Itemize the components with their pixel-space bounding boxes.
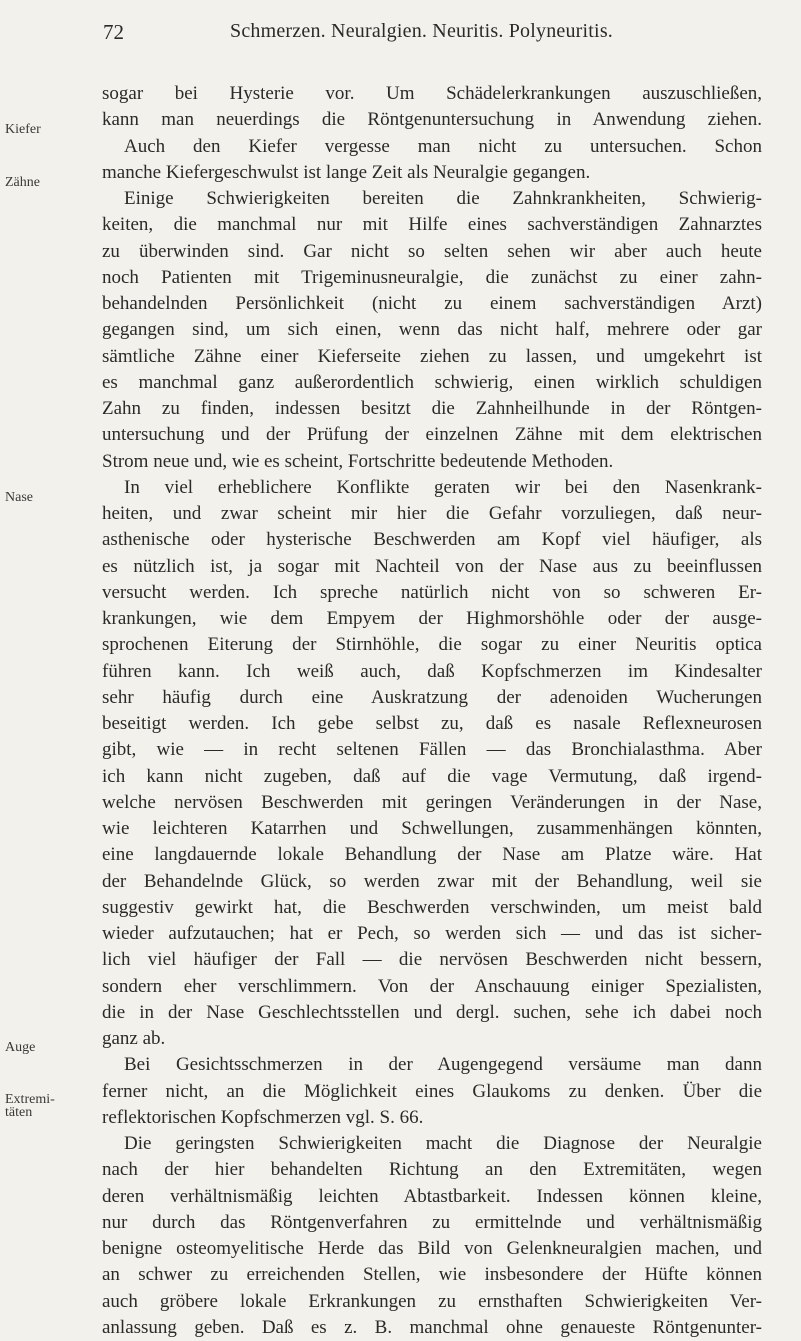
text-line: manche Kiefergeschwulst ist lange Zeit als Neuralgie gegangen.: [102, 161, 591, 183]
text-line: Zahn zu finden, indessen besitzt die Zahnheilhunde in der Röntgen-: [102, 398, 762, 419]
text-line: untersuchung und der Prüfung der einzelnen Zähne mit dem elektrischen: [102, 424, 762, 446]
text-line: Strom neue und, wie es scheint, Fortschritte bedeutende Methoden.: [102, 450, 614, 472]
margin-note-auge: Auge: [5, 1040, 36, 1055]
text-line: gibt, wie — in recht seltenen Fällen — das Bronchialasthma. Aber: [102, 739, 762, 761]
text-line: In viel erheblichere Konflikte geraten wir bei den Nasenkrank-: [124, 476, 762, 498]
text-line: noch Patienten mit Trigeminusneuralgie, die zunächst zu einer zahn-: [102, 266, 762, 288]
text-line: sämtliche Zähne einer Kieferseite ziehen zu lassen, und umgekehrt ist: [102, 345, 762, 367]
text-line: beseitigt werden. Ich gebe selbst zu, daß es nasale Reflexneurosen: [102, 713, 762, 734]
text-line: keiten, die manchmal nur mit Hilfe eines sachverständigen Zahnarztes: [102, 214, 762, 236]
margin-note-extremitaeten-2: täten: [5, 1105, 33, 1120]
text-line: deren verhältnismäßig leichten Abtastbarkeit. Indessen können kleine,: [102, 1185, 762, 1207]
text-line: sondern eher verschlimmern. Von der Anschauung einiger Spezialisten,: [102, 975, 762, 997]
text-line: asthenische oder hysterische Beschwerden am Kopf viel häufiger, als: [102, 529, 762, 551]
text-line: nur durch das Röntgenverfahren zu ermittelnde und verhältnismäßig: [102, 1211, 762, 1233]
text-line: wieder aufzutauchen; hat er Pech, so werden sich — und das ist sicher-: [102, 923, 762, 944]
text-line: zu überwinden sind. Gar nicht so selten sehen wir aber auch heute: [102, 240, 762, 262]
text-line: führen kann. Ich weiß auch, daß Kopfschmerzen im Kindesalter: [102, 660, 762, 682]
body-text: [102, 81, 762, 1341]
text-line: an schwer zu erreichenden Stellen, wie insbesondere der Hüfte können: [102, 1264, 762, 1286]
text-line: wie leichteren Katarrhen und Schwellungen, zusammenhängen könnten,: [102, 818, 762, 839]
margin-note-kiefer: Kiefer: [5, 122, 41, 137]
text-line: es nützlich ist, ja sogar mit Nachteil von der Nase aus zu beeinflussen: [102, 555, 762, 577]
text-line: reflektorischen Kopfschmerzen vgl. S. 66.: [102, 1106, 424, 1128]
text-line: suggestiv gewirkt hat, die Beschwerden verschwinden, um meist bald: [102, 896, 762, 918]
text-line: sehr häufig durch eine Auskratzung der adenoiden Wucherungen: [102, 686, 762, 708]
text-line: der Behandelnde Glück, so werden zwar mit der Behandlung, weil sie: [102, 870, 762, 892]
text-line: behandelnden Persönlichkeit (nicht zu einem sachverständigen Arzt): [102, 293, 762, 314]
page-header: [0, 20, 801, 50]
text-line: Die geringsten Schwierigkeiten macht die Diagnose der Neuralgie: [124, 1133, 762, 1154]
text-line: krankungen, wie dem Empyem der Highmorshöhle oder der ausge-: [102, 608, 762, 629]
text-line: nach der hier behandelten Richtung an den Extremitäten, wegen: [102, 1159, 762, 1181]
text-line: gegangen sind, um sich einen, wenn das nicht half, mehrere oder gar: [102, 319, 762, 341]
text-line: kann man neuerdings die Röntgenuntersuchung in Anwendung ziehen.: [102, 109, 762, 131]
text-line: benigne osteomyelitische Herde das Bild von Gelenkneuralgien machen, und: [102, 1238, 762, 1259]
text-line: welche nervösen Beschwerden mit geringen Veränderungen in der Nase,: [102, 791, 762, 813]
text-line: ferner nicht, an die Möglichkeit eines Glaukoms zu denken. Über die: [102, 1080, 762, 1102]
text-line: eine langdauernde lokale Behandlung der Nase am Platze wäre. Hat: [102, 844, 762, 866]
text-line: die in der Nase Geschlechtsstellen und dergl. suchen, sehe ich dabei noch: [102, 1001, 762, 1023]
text-line: es manchmal ganz außerordentlich schwierig, einen wirklich schuldigen: [102, 371, 762, 393]
page-number: 72: [103, 20, 124, 44]
text-line: anlassung geben. Daß es z. B. manchmal ohne genaueste Röntgenunter-: [102, 1316, 762, 1338]
text-line: lich viel häufiger der Fall — die nervösen Beschwerden nicht bessern,: [102, 949, 762, 971]
text-line: versucht werden. Ich spreche natürlich nicht von so schweren Er-: [102, 581, 762, 603]
text-line: Einige Schwierigkeiten bereiten die Zahnkrankheiten, Schwierig-: [124, 188, 762, 209]
margin-note-zaehne: Zähne: [5, 175, 40, 190]
running-title: Schmerzen. Neuralgien. Neuritis. Polyneuritis.: [230, 20, 613, 42]
margin-note-extremitaeten-1: Extremi-: [5, 1092, 55, 1107]
text-line: heiten, und zwar scheint mir hier die Gefahr vorzuliegen, daß neur-: [102, 503, 762, 524]
text-line: sogar bei Hysterie vor. Um Schädelerkrankungen auszuschließen,: [102, 83, 762, 104]
text-line: Auch den Kiefer vergesse man nicht zu untersuchen. Schon: [124, 135, 762, 157]
text-line: ganz ab.: [102, 1028, 166, 1049]
text-line: ich kann nicht zugeben, daß auf die vage Vermutung, daß irgend-: [102, 765, 762, 787]
text-line: Bei Gesichtsschmerzen in der Augengegend versäume man dann: [124, 1054, 762, 1076]
text-line: sprochenen Eiterung der Stirnhöhle, die sogar zu einer Neuritis optica: [102, 634, 762, 656]
margin-note-nase: Nase: [5, 490, 33, 505]
text-line: auch gröbere lokale Erkrankungen zu ernsthaften Schwierigkeiten Ver-: [102, 1290, 762, 1312]
